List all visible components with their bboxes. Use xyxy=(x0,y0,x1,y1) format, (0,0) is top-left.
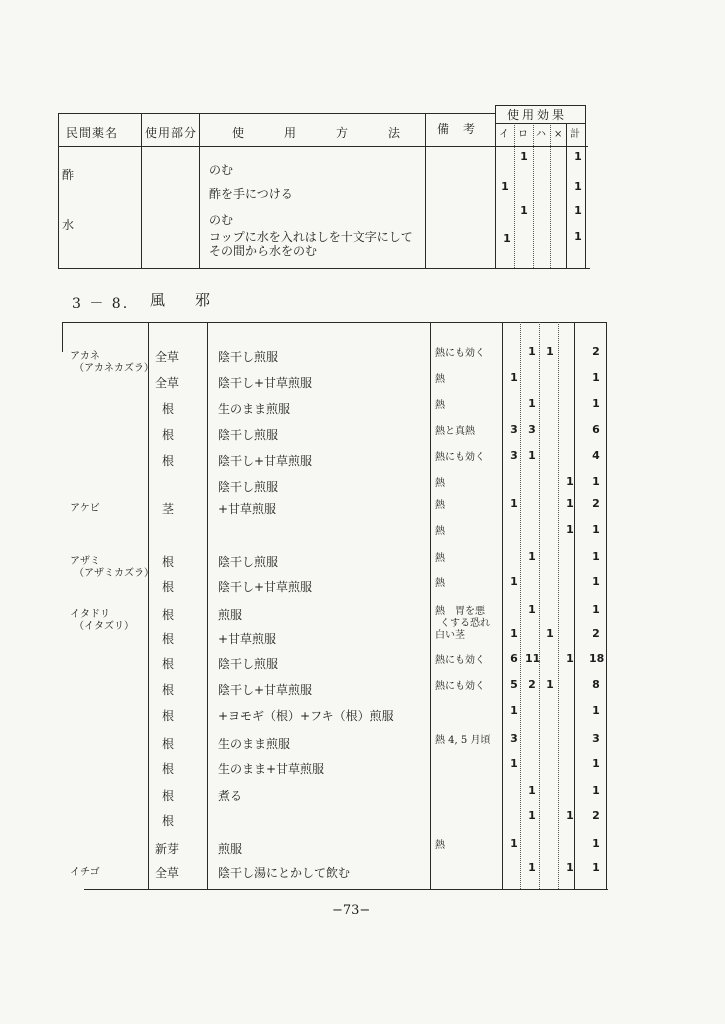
effect-value: 1 xyxy=(592,475,600,488)
remedy-name: アカネ xyxy=(70,351,100,362)
header-notes: 備 考 xyxy=(437,122,477,136)
effect-value: 3 xyxy=(510,732,518,745)
header-method: 使 用 方 法 xyxy=(232,126,415,140)
effect-value: 1 xyxy=(566,861,574,874)
effect-value: 1 xyxy=(528,809,536,822)
remedy-method: 煎服 xyxy=(218,608,243,622)
remedy-part: 新芽 xyxy=(155,842,180,856)
effect-value: 1 xyxy=(520,150,528,163)
effect-value: 1 xyxy=(574,204,582,217)
effect-value: 1 xyxy=(592,757,600,770)
remedy-notes: 熱にも効く xyxy=(435,681,485,692)
remedy-notes: 熱 xyxy=(435,526,445,537)
effect-value: 1 xyxy=(566,475,574,488)
effect-value: 8 xyxy=(592,678,600,691)
effect-value: 1 xyxy=(510,575,518,588)
header-effect: 使用効果 xyxy=(507,108,568,122)
effect-value: 1 xyxy=(528,784,536,797)
effect-value: 1 xyxy=(546,345,554,358)
remedy-part: 根 xyxy=(162,402,175,416)
remedy-method: +甘草煎服 xyxy=(218,502,277,516)
remedy-name-alt: （アザミカズラ） xyxy=(74,568,154,579)
remedy-method: のむ xyxy=(209,213,234,227)
remedy-notes: 白い茎 xyxy=(435,630,465,641)
remedy-method: +ヨモギ（根）+フキ（根）煎服 xyxy=(218,709,394,723)
remedy-method: +甘草煎服 xyxy=(218,632,277,646)
effect-value: 4 xyxy=(592,449,600,462)
effect-value: 1 xyxy=(574,230,582,243)
remedy-notes: 熱 4, 5 月頃 xyxy=(435,735,491,746)
effect-value: 1 xyxy=(592,523,600,536)
effect-value: 1 xyxy=(503,232,511,245)
effect-value: 2 xyxy=(592,809,600,822)
remedy-name: 水 xyxy=(62,218,75,232)
effect-value: 5 xyxy=(510,678,518,691)
remedy-part: 根 xyxy=(162,709,175,723)
effect-value: 1 xyxy=(510,757,518,770)
remedy-part: 根 xyxy=(162,737,175,751)
header-effect-x: × xyxy=(554,129,563,140)
remedy-method: 陰干し煎服 xyxy=(218,657,279,671)
effect-value: 1 xyxy=(528,345,536,358)
header-effect-i: イ xyxy=(499,129,509,140)
remedy-method: のむ xyxy=(209,163,234,177)
effect-value: 1 xyxy=(510,837,518,850)
remedy-part: 根 xyxy=(162,657,175,671)
effect-value: 1 xyxy=(566,497,574,510)
remedy-part: 根 xyxy=(162,454,175,468)
remedy-name: アケビ xyxy=(70,503,100,514)
effect-value: 1 xyxy=(566,652,574,665)
effect-value: 1 xyxy=(592,371,600,384)
remedy-method: 陰干し煎服 xyxy=(218,555,279,569)
effect-value: 1 xyxy=(574,150,582,163)
effect-value: 1 xyxy=(592,397,600,410)
effect-value: 1 xyxy=(510,371,518,384)
remedy-part: 根 xyxy=(162,762,175,776)
remedy-part: 根 xyxy=(162,608,175,622)
effect-value: 1 xyxy=(566,523,574,536)
effect-value: 1 xyxy=(528,861,536,874)
effect-value: 1 xyxy=(592,784,600,797)
remedy-notes: 熱 xyxy=(435,553,445,564)
effect-value: 1 xyxy=(510,704,518,717)
remedy-notes: 熱にも効く xyxy=(435,655,485,666)
remedy-name: イタドリ xyxy=(70,609,110,620)
effect-value: 2 xyxy=(592,497,600,510)
section-number: 3 － 8. xyxy=(72,296,130,312)
remedy-method: 生のまま煎服 xyxy=(218,402,291,416)
effect-value: 1 xyxy=(592,861,600,874)
effect-value: 1 xyxy=(510,627,518,640)
remedy-method: 陰干し煎服 xyxy=(218,350,279,364)
remedy-notes: 熱 xyxy=(435,840,445,851)
effect-value: 1 xyxy=(510,497,518,510)
effect-value: 1 xyxy=(592,704,600,717)
effect-value: 1 xyxy=(528,603,536,616)
page-number: −73− xyxy=(332,903,371,918)
remedy-method: 生のまま+甘草煎服 xyxy=(218,762,325,776)
remedy-name: 酢 xyxy=(62,168,75,182)
effect-value: 2 xyxy=(528,678,536,691)
remedy-part: 全草 xyxy=(155,350,180,364)
effect-value: 1 xyxy=(528,449,536,462)
remedy-notes: 熱 xyxy=(435,500,445,511)
effect-value: 3 xyxy=(528,423,536,436)
effect-value: 1 xyxy=(546,627,554,640)
remedy-method: 生のまま煎服 xyxy=(218,737,291,751)
header-effect-ha: ハ xyxy=(536,129,546,140)
section-title: 風 邪 xyxy=(150,291,211,309)
remedy-method-cont: その間から水をのむ xyxy=(209,244,318,258)
effect-value: 6 xyxy=(592,423,600,436)
effect-value: 1 xyxy=(546,678,554,691)
remedy-method: コップに水を入れはしを十文字にして xyxy=(209,230,413,244)
effect-value: 1 xyxy=(528,550,536,563)
header-effect-total: 計 xyxy=(570,129,580,140)
effect-value: 1 xyxy=(592,575,600,588)
remedy-notes-cont: くする恐れ xyxy=(440,618,490,629)
remedy-notes: 熱と真熱 xyxy=(435,426,475,437)
remedy-notes: 熱 xyxy=(435,478,445,489)
remedy-part: 根 xyxy=(162,555,175,569)
remedy-method: 煎服 xyxy=(218,842,243,856)
effect-value: 3 xyxy=(510,423,518,436)
remedy-notes: 熱にも効く xyxy=(435,452,485,463)
remedy-part: 根 xyxy=(162,632,175,646)
header-part: 使用部分 xyxy=(145,126,198,140)
remedy-part: 根 xyxy=(162,789,175,803)
remedy-part: 根 xyxy=(162,428,175,442)
remedy-method: 陰干し煎服 xyxy=(218,480,279,494)
effect-value: 1 xyxy=(592,837,600,850)
remedy-method: 煮る xyxy=(218,789,243,803)
remedy-method: 陰干し+甘草煎服 xyxy=(218,683,313,697)
remedy-method: 陰干し+甘草煎服 xyxy=(218,454,313,468)
effect-value: 1 xyxy=(592,550,600,563)
remedy-part: 根 xyxy=(162,814,175,828)
remedy-name-alt: （イタズリ） xyxy=(74,621,134,632)
effect-value: 6 xyxy=(510,652,518,665)
remedy-name: アザミ xyxy=(70,556,100,567)
remedy-method: 陰干し煎服 xyxy=(218,428,279,442)
remedy-method: 陰干し湯にとかして飲む xyxy=(218,866,351,880)
header-name: 民間薬名 xyxy=(66,126,119,140)
remedy-notes: 熱 胃を悪 xyxy=(435,606,485,617)
effect-value: 1 xyxy=(520,204,528,217)
remedy-name: イチゴ xyxy=(70,867,100,878)
effect-value: 3 xyxy=(592,732,600,745)
remedy-part: 根 xyxy=(162,580,175,594)
remedy-part: 茎 xyxy=(162,502,175,516)
effect-value: 18 xyxy=(589,652,605,665)
effect-value: 1 xyxy=(528,397,536,410)
effect-value: 1 xyxy=(592,603,600,616)
remedy-method: 陰干し+甘草煎服 xyxy=(218,376,313,390)
effect-value: 2 xyxy=(592,627,600,640)
remedy-part: 全草 xyxy=(155,376,180,390)
remedy-notes: 熱 xyxy=(435,578,445,589)
remedy-name-alt: （アカネカズラ） xyxy=(74,363,154,374)
effect-value: 1 xyxy=(566,809,574,822)
remedy-notes: 熱 xyxy=(435,400,445,411)
effect-value: 2 xyxy=(592,345,600,358)
remedy-notes: 熱 xyxy=(435,374,445,385)
header-effect-ro: ロ xyxy=(518,129,528,140)
remedy-method: 酢を手につける xyxy=(209,187,293,201)
effect-value: 1 xyxy=(574,180,582,193)
remedy-part: 全草 xyxy=(155,866,180,880)
effect-value: 11 xyxy=(525,652,541,665)
remedy-notes: 熱にも効く xyxy=(435,348,485,359)
effect-value: 3 xyxy=(510,449,518,462)
remedy-part: 根 xyxy=(162,683,175,697)
remedy-method: 陰干し+甘草煎服 xyxy=(218,580,313,594)
effect-value: 1 xyxy=(501,180,509,193)
